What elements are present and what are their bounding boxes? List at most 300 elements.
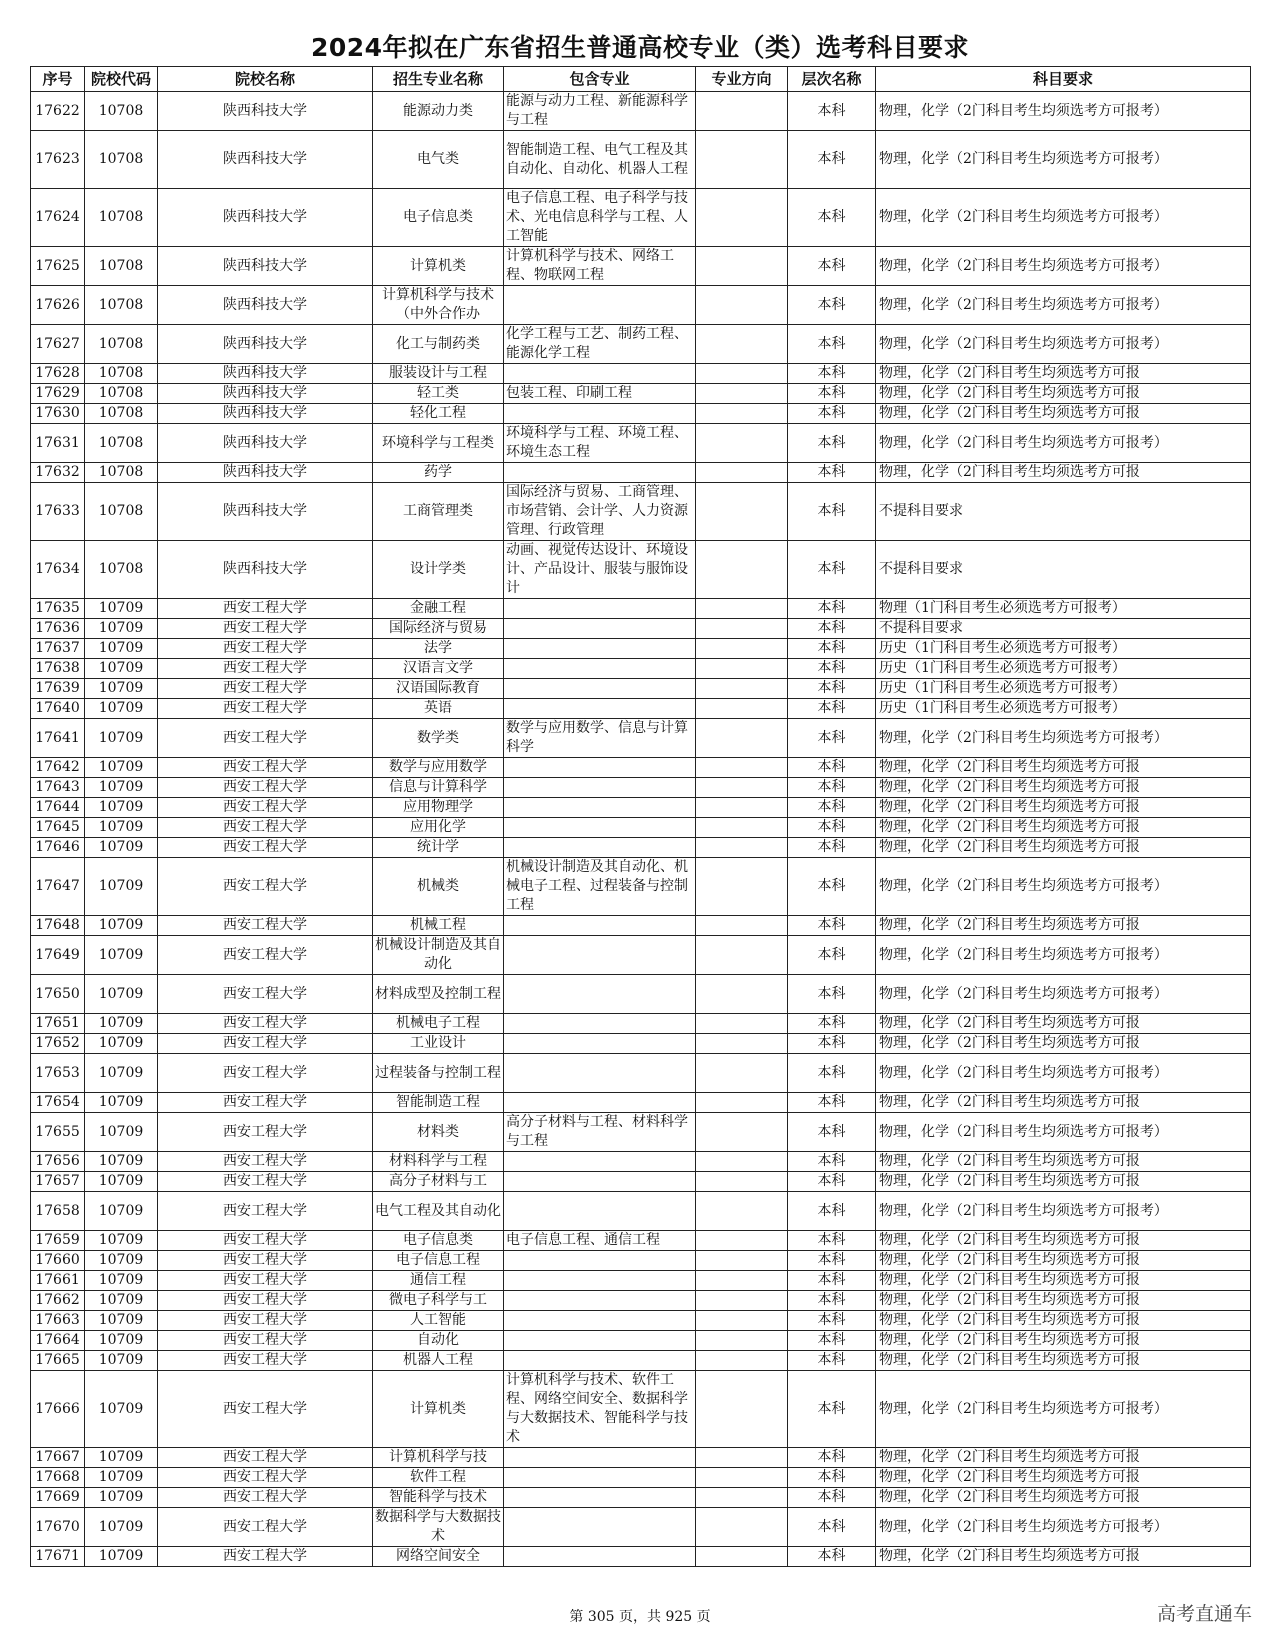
cell-includes: 计算机科学与技术、软件工程、网络空间安全、数据科学与大数据技术、智能科学与技术	[504, 1371, 696, 1448]
cell-id: 17653	[31, 1054, 85, 1093]
cell-code: 10708	[85, 286, 158, 325]
col-header-direction: 专业方向	[696, 67, 788, 92]
cell-requirement: 物理，化学（2门科目考生均须选考方可报	[876, 1331, 1251, 1351]
cell-level: 本科	[788, 1331, 876, 1351]
cell-school: 西安工程大学	[158, 858, 373, 916]
cell-school: 西安工程大学	[158, 679, 373, 699]
cell-direction	[696, 541, 788, 599]
cell-direction	[696, 463, 788, 483]
cell-requirement: 物理，化学（2门科目考生均须选考方可报考）	[876, 1113, 1251, 1152]
table-row	[31, 404, 1251, 424]
cell-code: 10708	[85, 483, 158, 541]
cell-id: 17629	[31, 384, 85, 404]
cell-code: 10709	[85, 1034, 158, 1054]
cell-school: 西安工程大学	[158, 699, 373, 719]
cell-requirement: 物理，化学（2门科目考生均须选考方可报考）	[876, 1371, 1251, 1448]
cell-requirement: 物理，化学（2门科目考生均须选考方可报考）	[876, 286, 1251, 325]
cell-includes	[504, 1054, 696, 1093]
cell-id: 17671	[31, 1547, 85, 1567]
cell-code: 10709	[85, 599, 158, 619]
cell-direction	[696, 1251, 788, 1271]
cell-level: 本科	[788, 1014, 876, 1034]
cell-school: 西安工程大学	[158, 1034, 373, 1054]
cell-major: 应用物理学	[373, 798, 504, 818]
cell-requirement: 物理，化学（2门科目考生均须选考方可报	[876, 1448, 1251, 1468]
cell-level: 本科	[788, 1448, 876, 1468]
cell-id: 17642	[31, 758, 85, 778]
cell-direction	[696, 1371, 788, 1448]
cell-major: 电子信息工程	[373, 1251, 504, 1271]
cell-code: 10708	[85, 92, 158, 131]
table-row	[31, 659, 1251, 679]
table-row	[31, 818, 1251, 838]
cell-direction	[696, 1034, 788, 1054]
cell-direction	[696, 679, 788, 699]
col-header-major: 招生专业名称	[373, 67, 504, 92]
cell-level: 本科	[788, 1251, 876, 1271]
cell-includes: 电子信息工程、通信工程	[504, 1231, 696, 1251]
cell-id: 17661	[31, 1271, 85, 1291]
cell-major: 轻工类	[373, 384, 504, 404]
cell-level: 本科	[788, 699, 876, 719]
cell-major: 自动化	[373, 1331, 504, 1351]
cell-school: 西安工程大学	[158, 1054, 373, 1093]
cell-direction	[696, 1231, 788, 1251]
cell-includes	[504, 778, 696, 798]
cell-level: 本科	[788, 1172, 876, 1192]
cell-requirement: 物理，化学（2门科目考生均须选考方可报	[876, 1152, 1251, 1172]
table-row	[31, 599, 1251, 619]
cell-direction	[696, 838, 788, 858]
cell-code: 10709	[85, 1371, 158, 1448]
cell-code: 10709	[85, 699, 158, 719]
cell-direction	[696, 975, 788, 1014]
cell-school: 西安工程大学	[158, 1331, 373, 1351]
cell-code: 10709	[85, 778, 158, 798]
cell-id: 17643	[31, 778, 85, 798]
cell-level: 本科	[788, 639, 876, 659]
cell-level: 本科	[788, 483, 876, 541]
cell-requirement: 物理，化学（2门科目考生均须选考方可报	[876, 1014, 1251, 1034]
cell-includes	[504, 1093, 696, 1113]
cell-major: 工商管理类	[373, 483, 504, 541]
cell-includes	[504, 679, 696, 699]
cell-includes	[504, 1351, 696, 1371]
cell-level: 本科	[788, 1371, 876, 1448]
cell-includes: 高分子材料与工程、材料科学与工程	[504, 1113, 696, 1152]
cell-school: 西安工程大学	[158, 916, 373, 936]
cell-school: 陕西科技大学	[158, 384, 373, 404]
cell-major: 材料成型及控制工程	[373, 975, 504, 1014]
cell-level: 本科	[788, 818, 876, 838]
cell-major: 环境科学与工程类	[373, 424, 504, 463]
cell-direction	[696, 936, 788, 975]
cell-includes	[504, 1251, 696, 1271]
cell-level: 本科	[788, 92, 876, 131]
cell-school: 陕西科技大学	[158, 404, 373, 424]
cell-id: 17627	[31, 325, 85, 364]
cell-level: 本科	[788, 1093, 876, 1113]
cell-level: 本科	[788, 541, 876, 599]
table-row	[31, 699, 1251, 719]
cell-id: 17667	[31, 1448, 85, 1468]
cell-requirement: 物理，化学（2门科目考生均须选考方可报	[876, 384, 1251, 404]
cell-school: 西安工程大学	[158, 798, 373, 818]
cell-includes: 化学工程与工艺、制药工程、能源化学工程	[504, 325, 696, 364]
cell-major: 汉语国际教育	[373, 679, 504, 699]
page-footer: 第 305 页，共 925 页	[569, 1609, 711, 1625]
cell-school: 陕西科技大学	[158, 286, 373, 325]
cell-major: 化工与制药类	[373, 325, 504, 364]
cell-major: 机械类	[373, 858, 504, 916]
table-row	[31, 758, 1251, 778]
cell-school: 陕西科技大学	[158, 364, 373, 384]
cell-id: 17658	[31, 1192, 85, 1231]
table-header-row	[31, 67, 1251, 92]
cell-level: 本科	[788, 325, 876, 364]
cell-code: 10709	[85, 679, 158, 699]
table-row	[31, 778, 1251, 798]
cell-requirement: 历史（1门科目考生必须选考方可报考）	[876, 639, 1251, 659]
cell-major: 电子信息类	[373, 189, 504, 247]
cell-requirement: 物理，化学（2门科目考生均须选考方可报	[876, 778, 1251, 798]
table-row	[31, 131, 1251, 189]
cell-major: 应用化学	[373, 818, 504, 838]
table-row	[31, 1093, 1251, 1113]
cell-requirement: 历史（1门科目考生必须选考方可报考）	[876, 679, 1251, 699]
table-row	[31, 325, 1251, 364]
cell-school: 西安工程大学	[158, 1093, 373, 1113]
col-header-requirement: 科目要求	[876, 67, 1251, 92]
cell-school: 西安工程大学	[158, 1291, 373, 1311]
cell-school: 西安工程大学	[158, 1488, 373, 1508]
cell-id: 17660	[31, 1251, 85, 1271]
cell-school: 西安工程大学	[158, 599, 373, 619]
cell-major: 设计学类	[373, 541, 504, 599]
cell-requirement: 物理，化学（2门科目考生均须选考方可报考）	[876, 1508, 1251, 1547]
table-row	[31, 1448, 1251, 1468]
cell-id: 17649	[31, 936, 85, 975]
cell-code: 10708	[85, 384, 158, 404]
cell-requirement: 物理，化学（2门科目考生均须选考方可报	[876, 1271, 1251, 1291]
cell-requirement: 物理，化学（2门科目考生均须选考方可报考）	[876, 325, 1251, 364]
table-row	[31, 1172, 1251, 1192]
cell-includes	[504, 1547, 696, 1567]
table-row	[31, 1508, 1251, 1547]
cell-major: 计算机类	[373, 247, 504, 286]
cell-major: 英语	[373, 699, 504, 719]
cell-school: 西安工程大学	[158, 1231, 373, 1251]
cell-id: 17648	[31, 916, 85, 936]
cell-direction	[696, 599, 788, 619]
cell-code: 10709	[85, 818, 158, 838]
cell-code: 10709	[85, 1351, 158, 1371]
cell-id: 17670	[31, 1508, 85, 1547]
table-row	[31, 92, 1251, 131]
cell-id: 17640	[31, 699, 85, 719]
cell-code: 10709	[85, 1311, 158, 1331]
table-row	[31, 541, 1251, 599]
cell-requirement: 物理，化学（2门科目考生均须选考方可报考）	[876, 189, 1251, 247]
cell-direction	[696, 247, 788, 286]
cell-includes	[504, 936, 696, 975]
cell-direction	[696, 325, 788, 364]
cell-requirement: 不提科目要求	[876, 541, 1251, 599]
cell-direction	[696, 778, 788, 798]
cell-includes	[504, 758, 696, 778]
cell-id: 17651	[31, 1014, 85, 1034]
table-row	[31, 384, 1251, 404]
cell-code: 10709	[85, 1547, 158, 1567]
cell-id: 17623	[31, 131, 85, 189]
cell-includes: 环境科学与工程、环境工程、环境生态工程	[504, 424, 696, 463]
cell-direction	[696, 131, 788, 189]
cell-direction	[696, 719, 788, 758]
cell-code: 10708	[85, 424, 158, 463]
table-row	[31, 364, 1251, 384]
cell-requirement: 物理，化学（2门科目考生均须选考方可报考）	[876, 858, 1251, 916]
cell-school: 西安工程大学	[158, 1152, 373, 1172]
cell-school: 陕西科技大学	[158, 131, 373, 189]
cell-school: 西安工程大学	[158, 1371, 373, 1448]
cell-code: 10709	[85, 1192, 158, 1231]
cell-level: 本科	[788, 838, 876, 858]
cell-code: 10709	[85, 1448, 158, 1468]
cell-requirement: 物理，化学（2门科目考生均须选考方可报考）	[876, 92, 1251, 131]
cell-code: 10709	[85, 798, 158, 818]
cell-id: 17628	[31, 364, 85, 384]
cell-school: 西安工程大学	[158, 975, 373, 1014]
table-row	[31, 916, 1251, 936]
cell-direction	[696, 1271, 788, 1291]
cell-level: 本科	[788, 1034, 876, 1054]
cell-direction	[696, 1291, 788, 1311]
cell-school: 西安工程大学	[158, 1468, 373, 1488]
cell-direction	[696, 384, 788, 404]
cell-id: 17625	[31, 247, 85, 286]
table-row	[31, 1468, 1251, 1488]
cell-direction	[696, 1331, 788, 1351]
cell-major: 服装设计与工程	[373, 364, 504, 384]
table-row	[31, 1231, 1251, 1251]
cell-direction	[696, 639, 788, 659]
cell-school: 陕西科技大学	[158, 541, 373, 599]
cell-school: 西安工程大学	[158, 1547, 373, 1567]
cell-level: 本科	[788, 1271, 876, 1291]
cell-id: 17632	[31, 463, 85, 483]
cell-major: 机械电子工程	[373, 1014, 504, 1034]
cell-major: 过程装备与控制工程	[373, 1054, 504, 1093]
subject-requirements-table	[30, 66, 1251, 1567]
cell-id: 17668	[31, 1468, 85, 1488]
cell-direction	[696, 189, 788, 247]
cell-level: 本科	[788, 189, 876, 247]
cell-code: 10708	[85, 131, 158, 189]
cell-major: 智能制造工程	[373, 1093, 504, 1113]
table-row	[31, 719, 1251, 758]
cell-code: 10709	[85, 1291, 158, 1311]
cell-major: 数学类	[373, 719, 504, 758]
cell-code: 10708	[85, 325, 158, 364]
cell-level: 本科	[788, 1488, 876, 1508]
cell-direction	[696, 798, 788, 818]
cell-level: 本科	[788, 858, 876, 916]
cell-code: 10709	[85, 858, 158, 916]
cell-level: 本科	[788, 131, 876, 189]
table-row	[31, 286, 1251, 325]
cell-code: 10709	[85, 639, 158, 659]
cell-major: 机器人工程	[373, 1351, 504, 1371]
cell-requirement: 物理，化学（2门科目考生均须选考方可报	[876, 1034, 1251, 1054]
cell-id: 17631	[31, 424, 85, 463]
cell-requirement: 物理，化学（2门科目考生均须选考方可报考）	[876, 975, 1251, 1014]
cell-level: 本科	[788, 424, 876, 463]
cell-major: 软件工程	[373, 1468, 504, 1488]
cell-code: 10709	[85, 1468, 158, 1488]
cell-school: 西安工程大学	[158, 1251, 373, 1271]
cell-code: 10708	[85, 404, 158, 424]
cell-direction	[696, 659, 788, 679]
cell-major: 药学	[373, 463, 504, 483]
cell-code: 10708	[85, 247, 158, 286]
cell-requirement: 物理，化学（2门科目考生均须选考方可报考）	[876, 1192, 1251, 1231]
cell-includes	[504, 1488, 696, 1508]
cell-school: 陕西科技大学	[158, 92, 373, 131]
cell-major: 电气工程及其自动化	[373, 1192, 504, 1231]
cell-code: 10709	[85, 1271, 158, 1291]
cell-major: 网络空间安全	[373, 1547, 504, 1567]
cell-code: 10708	[85, 541, 158, 599]
cell-requirement: 物理，化学（2门科目考生均须选考方可报	[876, 1547, 1251, 1567]
cell-level: 本科	[788, 286, 876, 325]
cell-id: 17659	[31, 1231, 85, 1251]
cell-level: 本科	[788, 599, 876, 619]
cell-school: 陕西科技大学	[158, 483, 373, 541]
cell-school: 西安工程大学	[158, 1351, 373, 1371]
cell-level: 本科	[788, 404, 876, 424]
table-row	[31, 1371, 1251, 1448]
cell-requirement: 物理（1门科目考生必须选考方可报考）	[876, 599, 1251, 619]
cell-level: 本科	[788, 778, 876, 798]
table-row	[31, 838, 1251, 858]
cell-direction	[696, 758, 788, 778]
cell-major: 统计学	[373, 838, 504, 858]
table-row	[31, 1351, 1251, 1371]
cell-includes: 智能制造工程、电气工程及其自动化、自动化、机器人工程	[504, 131, 696, 189]
cell-major: 电气类	[373, 131, 504, 189]
cell-major: 智能科学与技术	[373, 1488, 504, 1508]
cell-school: 西安工程大学	[158, 1311, 373, 1331]
cell-major: 计算机科学与技	[373, 1448, 504, 1468]
cell-requirement: 历史（1门科目考生必须选考方可报考）	[876, 699, 1251, 719]
cell-level: 本科	[788, 1351, 876, 1371]
cell-major: 材料科学与工程	[373, 1152, 504, 1172]
cell-includes	[504, 1192, 696, 1231]
cell-code: 10709	[85, 975, 158, 1014]
cell-id: 17630	[31, 404, 85, 424]
table-row	[31, 936, 1251, 975]
cell-id: 17635	[31, 599, 85, 619]
cell-major: 信息与计算科学	[373, 778, 504, 798]
cell-requirement: 物理，化学（2门科目考生均须选考方可报考）	[876, 936, 1251, 975]
cell-id: 17626	[31, 286, 85, 325]
cell-major: 法学	[373, 639, 504, 659]
cell-direction	[696, 364, 788, 384]
cell-school: 西安工程大学	[158, 1271, 373, 1291]
cell-level: 本科	[788, 1054, 876, 1093]
cell-code: 10709	[85, 719, 158, 758]
cell-major: 高分子材料与工	[373, 1172, 504, 1192]
cell-level: 本科	[788, 1291, 876, 1311]
cell-requirement: 物理，化学（2门科目考生均须选考方可报	[876, 404, 1251, 424]
cell-level: 本科	[788, 1311, 876, 1331]
cell-requirement: 物理，化学（2门科目考生均须选考方可报	[876, 758, 1251, 778]
table-row	[31, 1192, 1251, 1231]
cell-requirement: 物理，化学（2门科目考生均须选考方可报	[876, 1468, 1251, 1488]
cell-includes	[504, 1468, 696, 1488]
cell-direction	[696, 424, 788, 463]
table-row	[31, 1014, 1251, 1034]
cell-direction	[696, 286, 788, 325]
cell-id: 17657	[31, 1172, 85, 1192]
cell-requirement: 物理，化学（2门科目考生均须选考方可报	[876, 916, 1251, 936]
cell-code: 10709	[85, 1093, 158, 1113]
cell-level: 本科	[788, 1192, 876, 1231]
cell-direction	[696, 1468, 788, 1488]
cell-includes	[504, 364, 696, 384]
cell-school: 陕西科技大学	[158, 247, 373, 286]
cell-code: 10709	[85, 1231, 158, 1251]
cell-includes	[504, 1331, 696, 1351]
cell-includes	[504, 619, 696, 639]
cell-code: 10708	[85, 463, 158, 483]
cell-major: 计算机科学与技术（中外合作办	[373, 286, 504, 325]
cell-includes	[504, 1271, 696, 1291]
table-row	[31, 1291, 1251, 1311]
cell-school: 西安工程大学	[158, 936, 373, 975]
table-row	[31, 679, 1251, 699]
cell-requirement: 物理，化学（2门科目考生均须选考方可报考）	[876, 719, 1251, 758]
cell-school: 陕西科技大学	[158, 189, 373, 247]
cell-school: 西安工程大学	[158, 1113, 373, 1152]
cell-direction	[696, 1152, 788, 1172]
cell-major: 能源动力类	[373, 92, 504, 131]
cell-direction	[696, 483, 788, 541]
cell-includes	[504, 639, 696, 659]
cell-major: 通信工程	[373, 1271, 504, 1291]
cell-id: 17663	[31, 1311, 85, 1331]
cell-school: 西安工程大学	[158, 1508, 373, 1547]
cell-level: 本科	[788, 384, 876, 404]
cell-level: 本科	[788, 463, 876, 483]
cell-code: 10708	[85, 189, 158, 247]
cell-level: 本科	[788, 1547, 876, 1567]
cell-id: 17633	[31, 483, 85, 541]
cell-includes	[504, 1311, 696, 1331]
cell-level: 本科	[788, 1231, 876, 1251]
cell-id: 17647	[31, 858, 85, 916]
cell-code: 10709	[85, 1331, 158, 1351]
cell-code: 10709	[85, 619, 158, 639]
table-row	[31, 1054, 1251, 1093]
cell-direction	[696, 1448, 788, 1468]
cell-code: 10709	[85, 1488, 158, 1508]
table-row	[31, 1331, 1251, 1351]
cell-requirement: 物理，化学（2门科目考生均须选考方可报	[876, 1172, 1251, 1192]
cell-id: 17655	[31, 1113, 85, 1152]
cell-level: 本科	[788, 719, 876, 758]
cell-level: 本科	[788, 619, 876, 639]
